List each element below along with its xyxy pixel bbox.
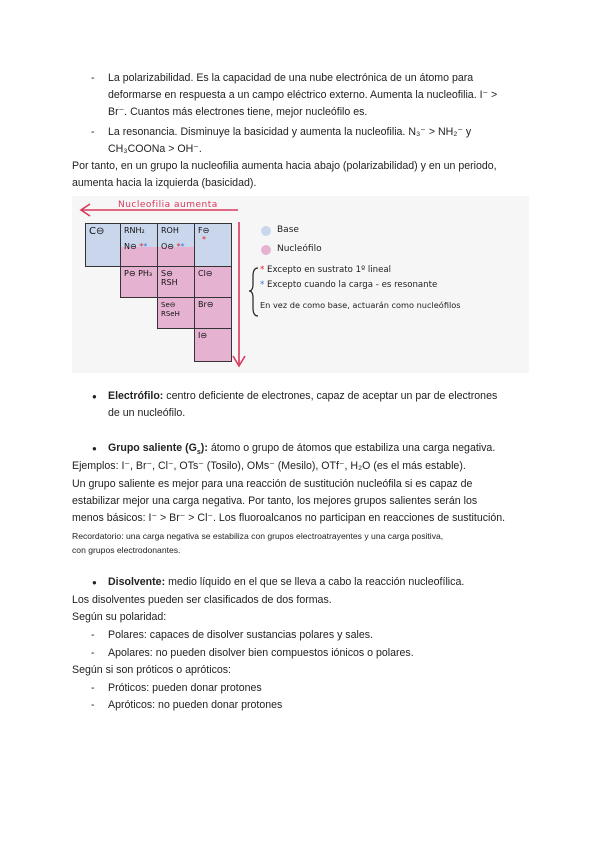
red-star: * <box>176 242 181 251</box>
resonance-item <box>108 124 529 158</box>
nucleophilicity-figure <box>72 196 529 373</box>
text-line: La polarizabilidad. Es la capacidad de una nube electrónica de un átomo para <box>108 72 474 84</box>
electrophile-def: centro deficiente de electrones, capaz de aceptar un par de electrones <box>166 390 498 402</box>
cell-label: S⊖ RSH <box>161 269 178 287</box>
note-blue-text: Excepto cuando la carga - es resonante <box>267 280 438 290</box>
list-bullet: ● <box>92 392 97 401</box>
text-line: Br⁻. Cuantos más electrones tiene, mejor nucleófilo es. <box>108 106 368 118</box>
legend-nucleophile-swatch <box>261 245 271 255</box>
arrow-label: Nucleofilia aumenta <box>118 200 218 210</box>
protic-heading: Según si son próticos o apróticos: <box>72 664 231 676</box>
text-line: Por tanto, en un grupo la nucleofilia aumenta hacia abajo (polarizabilidad) y en un periodo, <box>72 160 497 172</box>
note-red <box>260 265 391 275</box>
polarity-heading: Según su polaridad: <box>72 611 167 623</box>
cell-label: I⊖ <box>198 331 208 340</box>
note-red-text: Excepto en sustrato 1º lineal <box>267 265 392 275</box>
cell-label: Br⊖ <box>198 300 214 309</box>
cell-label: C⊖ <box>89 226 105 237</box>
polarizability-item <box>108 70 529 121</box>
list-dash: - <box>91 126 95 138</box>
cell-carbanion <box>85 223 121 267</box>
list-dash: - <box>91 72 95 84</box>
reminder-note <box>72 529 532 557</box>
list-bullet: ● <box>92 578 97 587</box>
note-blue <box>260 280 437 290</box>
protic-item: Próticos: pueden donar protones <box>108 682 262 694</box>
cell-oxygen <box>157 223 195 267</box>
note-black: En vez de como base, actuarán como nucleófilos <box>260 300 461 310</box>
apolar-item: Apolares: no pueden disolver bien compuestos iónicos o polares. <box>108 647 414 659</box>
cell-phosphorus <box>120 266 158 298</box>
blue-star: * <box>143 242 148 251</box>
cell-label: O⊖ <box>161 242 174 251</box>
list-dash: - <box>91 647 95 659</box>
polar-item: Polares: capaces de disolver sustancias polares y sales. <box>108 629 373 641</box>
cell-label: Se⊖ RSeH <box>161 301 180 318</box>
cell-label: P⊖ PH₃ <box>124 269 153 278</box>
legend-nucleophile-label: Nucleófilo <box>277 244 322 254</box>
text-line: estabilizar mejor una carga negativa. Por tanto, los mejores grupos salientes serán los <box>72 495 478 507</box>
legend-base-label: Base <box>277 225 299 235</box>
leaving-group-paragraph <box>72 476 529 527</box>
leaving-group-def: átomo o grupo de átomos que estabiliza una carga negativa. <box>210 442 496 454</box>
leaving-group-examples: Ejemplos: I⁻, Br⁻, Cl⁻, OTs⁻ (Tosilo), OMs⁻ (Mesilo), OTf⁻, H₂O (es el más estable). <box>72 460 466 472</box>
solvent-term: Disolvente: <box>108 576 166 588</box>
cell-bromine <box>194 297 232 329</box>
text-line: con grupos electrodonantes. <box>72 545 181 555</box>
cell-label: RNH₂ <box>124 226 145 235</box>
aprotic-item: Apróticos: no pueden donar protones <box>108 699 283 711</box>
electrophile-term: Electrófilo: <box>108 390 164 402</box>
red-star: * <box>202 235 206 244</box>
text-line: menos básicos: I⁻ > Br⁻ > Cl⁻. Los fluoroalcanos no participan en reacciones de sustitución. <box>72 512 506 524</box>
cell-nitrogen <box>120 223 158 267</box>
text-line: de un nucleófilo. <box>108 407 186 419</box>
cell-fluorine <box>194 223 232 267</box>
text-line: La resonancia. Disminuye la basicidad y aumenta la nucleofilia. N₃⁻ > NH₂⁻ y <box>108 126 472 138</box>
leaving-group-term: Grupo saliente $(G_s)$: <box>108 442 208 457</box>
text-line: Un grupo saliente es mejor para una reacción de sustitución nucleófila si es capaz de <box>72 478 473 490</box>
cell-label: N⊖ <box>124 242 137 251</box>
solvent-item <box>108 574 529 591</box>
electrophile-item <box>108 388 529 422</box>
cell-chlorine <box>194 266 232 298</box>
summary-paragraph <box>72 158 530 192</box>
list-dash: - <box>91 699 95 711</box>
blue-star: * <box>180 242 185 251</box>
list-dash: - <box>91 629 95 641</box>
red-star: * <box>260 265 265 275</box>
text-line: Recordatorio: una carga negativa se estabiliza con grupos electroatrayentes y una carga positiva, <box>72 531 444 541</box>
cell-sulfur <box>157 266 195 298</box>
text-line: CH₃COONa > OH⁻. <box>108 143 202 155</box>
text-line: aumenta hacia la izquierda (basicidad). <box>72 177 257 189</box>
blue-star: * <box>260 280 265 290</box>
list-bullet: ● <box>92 444 97 453</box>
cell-selenium <box>157 297 195 329</box>
cell-iodine <box>194 328 232 362</box>
cell-label: Cl⊖ <box>198 269 213 278</box>
solvent-def: medio líquido en el que se lleva a cabo la reacción nucleofílica. <box>168 576 465 588</box>
text-line <box>108 388 529 405</box>
cell-label: F⊖ <box>198 226 210 235</box>
red-star: * <box>139 242 144 251</box>
leaving-group-item <box>108 440 529 457</box>
solvent-intro: Los disolventes pueden ser clasificados de dos formas. <box>72 594 332 606</box>
text-line: deformarse en respuesta a un campo eléctrico externo. Aumenta la nucleofilia. I⁻ > <box>108 89 498 101</box>
list-dash: - <box>91 682 95 694</box>
cell-label: ROH <box>161 226 179 235</box>
legend-base-swatch <box>261 226 271 236</box>
